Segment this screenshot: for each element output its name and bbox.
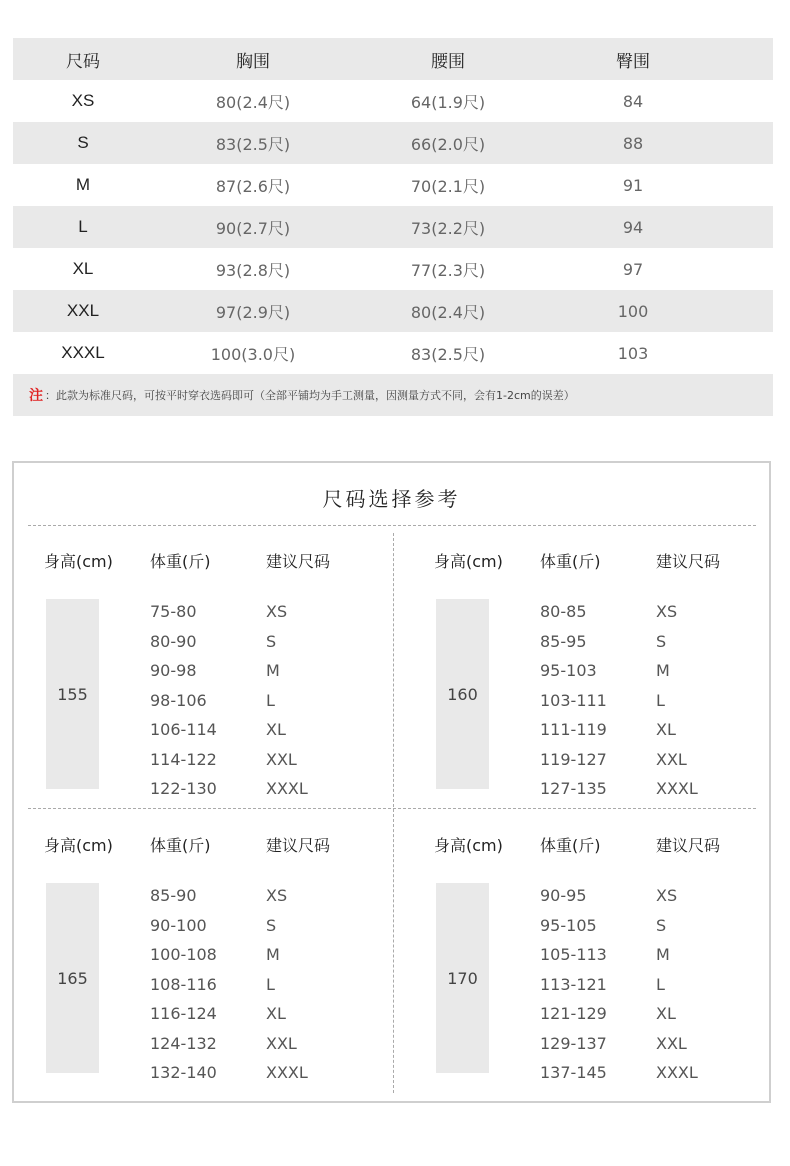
header-weight: 体重(斤): [540, 836, 601, 855]
height-group-170: [434, 833, 790, 1113]
suggested-size: XXL: [266, 1033, 297, 1053]
suggested-size: XXL: [266, 749, 297, 769]
suggested-size: XS: [266, 602, 288, 622]
suggested-size: XL: [656, 1004, 676, 1024]
list-item: [150, 686, 346, 716]
size-table: [13, 38, 773, 416]
suggested-size: XXXL: [656, 1063, 698, 1083]
waist-cell: 73(2.2尺): [410, 218, 486, 238]
suggested-size: XL: [266, 1004, 286, 1024]
bust-cell: 97(2.9尺): [215, 302, 291, 322]
weight-range: 127-135: [540, 779, 607, 799]
list-item: [150, 1029, 346, 1059]
table-row: [13, 164, 773, 206]
header-height: 身高(cm): [434, 836, 503, 855]
header-height: 身高(cm): [44, 836, 113, 855]
suggested-size: S: [656, 631, 667, 651]
suggested-size: XXL: [656, 749, 687, 769]
weight-range: 98-106: [150, 690, 207, 710]
weight-range: 75-80: [150, 602, 197, 622]
header-suggested-size: 建议尺码: [656, 552, 721, 571]
bust-cell: 90(2.7尺): [215, 218, 291, 238]
list-item: [540, 1029, 736, 1059]
size-cell: XXL: [66, 301, 100, 320]
list-item: [150, 970, 346, 1000]
weight-range: 90-100: [150, 915, 207, 935]
weight-range: 124-132: [150, 1033, 217, 1053]
suggested-size: XS: [656, 602, 678, 622]
list-item: [540, 745, 736, 775]
weight-range: 119-127: [540, 749, 607, 769]
weight-range: 85-90: [150, 886, 197, 906]
divider: [28, 525, 756, 526]
weight-range: 90-95: [540, 886, 587, 906]
list-item: [150, 940, 346, 970]
waist-cell: 83(2.5尺): [410, 344, 486, 364]
hip-cell: 94: [622, 217, 644, 237]
table-row: [13, 122, 773, 164]
weight-range: 105-113: [540, 945, 607, 965]
size-cell: M: [75, 175, 91, 194]
header-bust: 胸围: [236, 51, 270, 72]
hip-cell: 84: [622, 91, 644, 111]
weight-range: 85-95: [540, 631, 587, 651]
weight-size-list: [540, 881, 736, 1088]
weight-range: 111-119: [540, 720, 607, 740]
size-cell: L: [78, 217, 88, 236]
weight-range: 103-111: [540, 690, 607, 710]
suggested-size: XS: [266, 886, 288, 906]
weight-range: 129-137: [540, 1033, 607, 1053]
weight-range: 116-124: [150, 1004, 217, 1024]
header-suggested-size: 建议尺码: [266, 552, 331, 571]
suggested-size: M: [266, 945, 280, 965]
suggested-size: S: [266, 631, 277, 651]
list-item: [540, 686, 736, 716]
suggested-size: XXXL: [266, 779, 308, 799]
weight-range: 95-103: [540, 661, 597, 681]
list-item: [540, 627, 736, 657]
bust-cell: 87(2.6尺): [215, 176, 291, 196]
suggested-size: L: [656, 690, 665, 710]
header-weight: 体重(斤): [150, 552, 211, 571]
header-height: 身高(cm): [434, 552, 503, 571]
suggested-size: XS: [656, 886, 678, 906]
note-text: ：此款为标准尺码，可按平时穿衣选码即可（全部平铺均为手工测量，因测量方式不同，会有1-2cm的误差）: [45, 389, 575, 402]
weight-size-list: [150, 881, 346, 1088]
size-cell: S: [77, 133, 89, 152]
list-item: [150, 745, 346, 775]
list-item: [150, 911, 346, 941]
list-item: [540, 1058, 736, 1088]
height-group-155: [44, 549, 414, 829]
list-item: [540, 774, 736, 804]
waist-cell: 70(2.1尺): [410, 176, 486, 196]
header-hip: 臀围: [616, 51, 650, 72]
bust-cell: 100(3.0尺): [210, 344, 296, 364]
table-row: [13, 248, 773, 290]
hip-cell: 100: [617, 301, 649, 321]
weight-range: 95-105: [540, 915, 597, 935]
size-reference-panel: [12, 461, 771, 1103]
suggested-size: XXL: [656, 1033, 687, 1053]
list-item: [150, 1058, 346, 1088]
reference-title: 尺码选择参考: [322, 487, 461, 511]
header-weight: 体重(斤): [150, 836, 211, 855]
suggested-size: XXXL: [656, 779, 698, 799]
suggested-size: L: [266, 690, 275, 710]
list-item: [540, 940, 736, 970]
weight-range: 100-108: [150, 945, 217, 965]
bust-cell: 80(2.4尺): [215, 92, 291, 112]
height-group-160: [434, 549, 790, 829]
size-table-header: [13, 38, 773, 80]
list-item: [150, 656, 346, 686]
list-item: [540, 970, 736, 1000]
size-note: [13, 374, 773, 416]
hip-cell: 97: [622, 259, 644, 279]
weight-range: 137-145: [540, 1063, 607, 1083]
header-suggested-size: 建议尺码: [266, 836, 331, 855]
weight-range: 132-140: [150, 1063, 217, 1083]
suggested-size: L: [656, 974, 665, 994]
header-waist: 腰围: [431, 51, 465, 72]
list-item: [150, 627, 346, 657]
suggested-size: S: [266, 915, 277, 935]
weight-range: 108-116: [150, 974, 217, 994]
list-item: [540, 597, 736, 627]
table-row: [13, 80, 773, 122]
suggested-size: XL: [656, 720, 676, 740]
suggested-size: M: [656, 945, 670, 965]
weight-range: 80-90: [150, 631, 197, 651]
table-row: [13, 290, 773, 332]
bust-cell: 93(2.8尺): [215, 260, 291, 280]
height-value: 170: [436, 883, 489, 1073]
list-item: [150, 597, 346, 627]
table-row: [13, 206, 773, 248]
list-item: [540, 881, 736, 911]
note-label: 注: [29, 388, 43, 404]
height-value: 165: [46, 883, 99, 1073]
waist-cell: 77(2.3尺): [410, 260, 486, 280]
suggested-size: L: [266, 974, 275, 994]
height-value: 160: [436, 599, 489, 789]
waist-cell: 80(2.4尺): [410, 302, 486, 322]
list-item: [540, 656, 736, 686]
list-item: [540, 999, 736, 1029]
height-group-165: [44, 833, 414, 1113]
weight-range: 122-130: [150, 779, 217, 799]
weight-size-list: [540, 597, 736, 804]
list-item: [540, 715, 736, 745]
hip-cell: 91: [622, 175, 644, 195]
weight-size-list: [150, 597, 346, 804]
weight-range: 113-121: [540, 974, 607, 994]
size-cell: XXXL: [61, 343, 105, 362]
weight-range: 114-122: [150, 749, 217, 769]
suggested-size: XL: [266, 720, 286, 740]
suggested-size: XXXL: [266, 1063, 308, 1083]
header-weight: 体重(斤): [540, 552, 601, 571]
waist-cell: 64(1.9尺): [410, 92, 486, 112]
size-cell: XS: [71, 91, 95, 110]
table-row: [13, 332, 773, 374]
weight-range: 80-85: [540, 602, 587, 622]
bust-cell: 83(2.5尺): [215, 134, 291, 154]
hip-cell: 88: [622, 133, 644, 153]
list-item: [540, 911, 736, 941]
hip-cell: 103: [617, 343, 649, 363]
suggested-size: M: [266, 661, 280, 681]
height-value: 155: [46, 599, 99, 789]
list-item: [150, 999, 346, 1029]
waist-cell: 66(2.0尺): [410, 134, 486, 154]
weight-range: 106-114: [150, 720, 217, 740]
list-item: [150, 881, 346, 911]
suggested-size: S: [656, 915, 667, 935]
header-height: 身高(cm): [44, 552, 113, 571]
list-item: [150, 774, 346, 804]
header-size: 尺码: [66, 51, 100, 72]
weight-range: 90-98: [150, 661, 197, 681]
weight-range: 121-129: [540, 1004, 607, 1024]
list-item: [150, 715, 346, 745]
suggested-size: M: [656, 661, 670, 681]
size-cell: XL: [72, 259, 94, 278]
header-suggested-size: 建议尺码: [656, 836, 721, 855]
